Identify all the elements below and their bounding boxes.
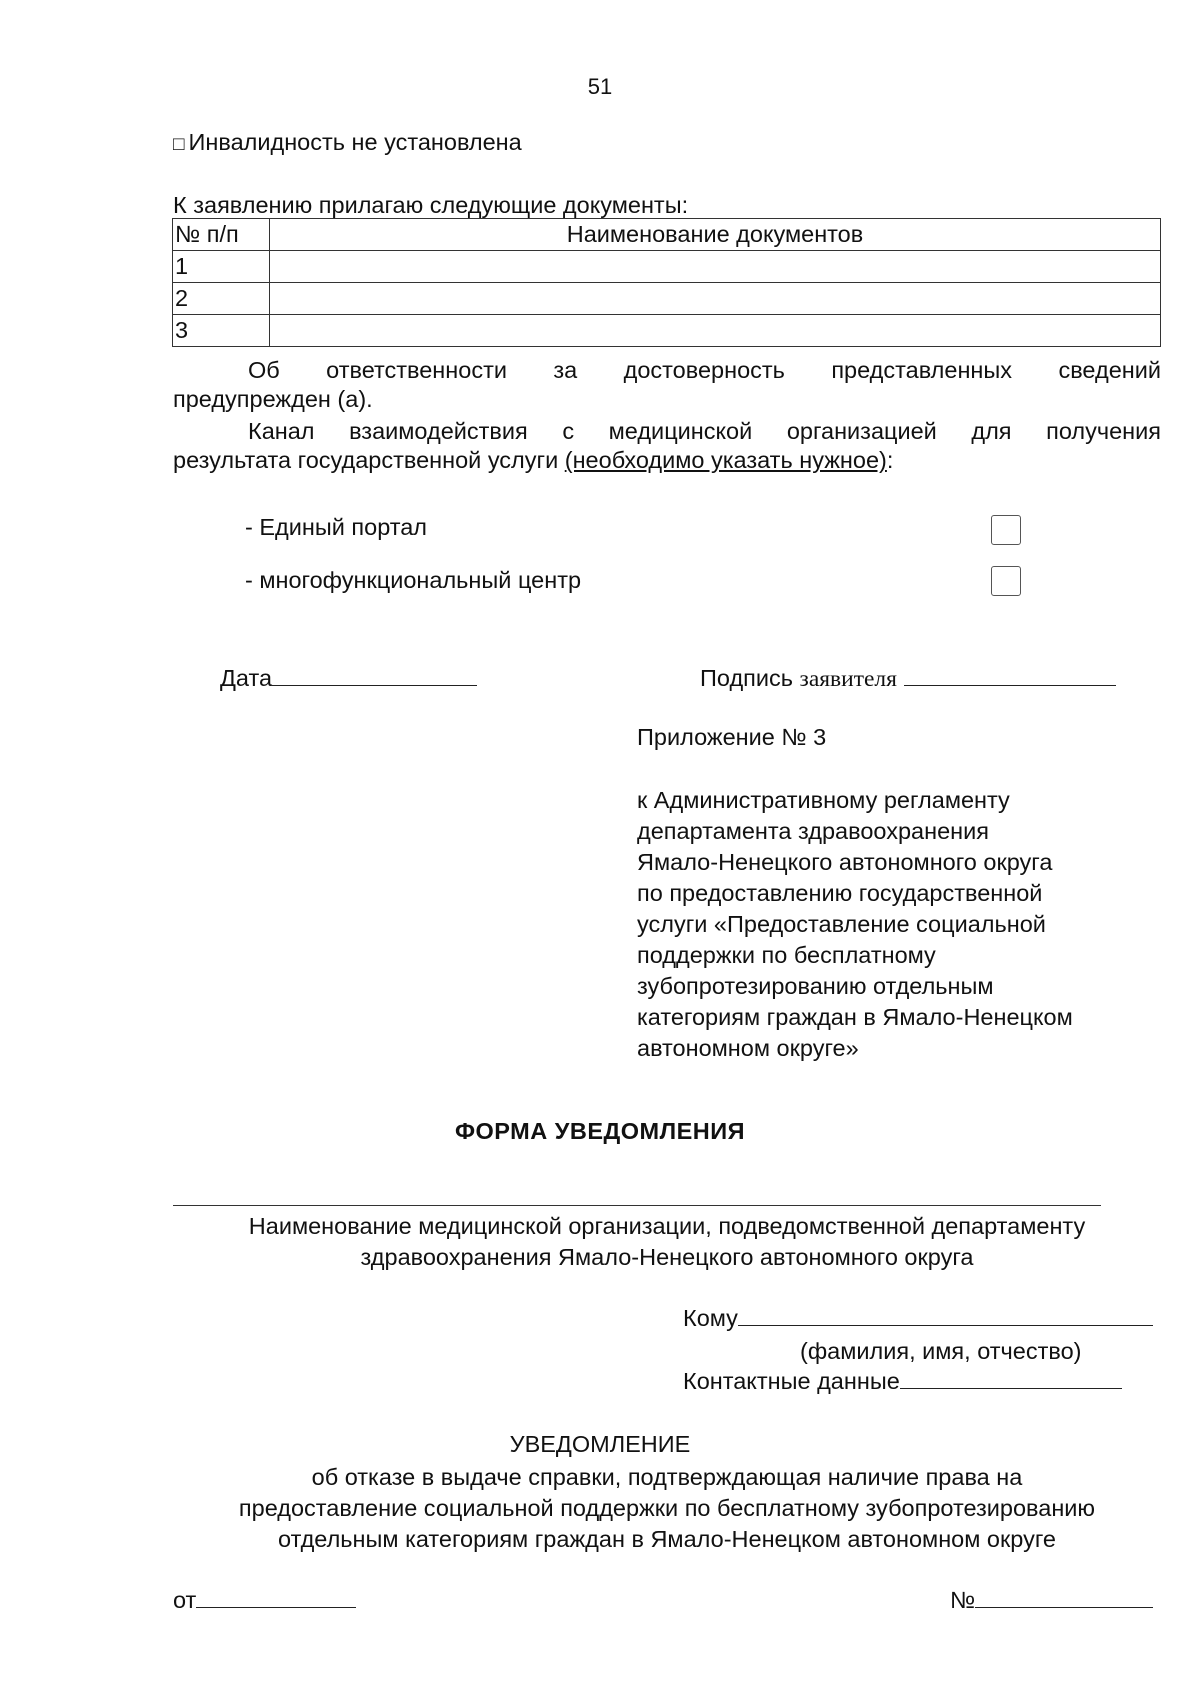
- table-row-document-field[interactable]: [270, 251, 1161, 283]
- channel-option-portal: - Единый портал: [245, 514, 428, 540]
- appendix-title: Приложение № 3: [637, 724, 827, 750]
- recipient-label: Кому: [683, 1305, 738, 1331]
- attachments-intro: К заявлению прилагаю следующие документы:: [173, 192, 689, 218]
- notice-line: об отказе в выдаче справки, подтверждающая наличие права на: [311, 1464, 1023, 1490]
- responsibility-line-2: предупрежден (а).: [173, 386, 373, 413]
- responsibility-paragraph: [173, 356, 1161, 415]
- date-blank-field[interactable]: [272, 663, 477, 686]
- table-header-number: № п/п: [173, 219, 270, 251]
- appendix-line: к Административному регламенту: [637, 787, 1010, 813]
- table-header-document-name: Наименование документов: [270, 219, 1161, 251]
- appendix-reference: [637, 785, 1157, 1064]
- signature-line: [700, 663, 1116, 694]
- from-date-blank-field[interactable]: [196, 1585, 356, 1608]
- table-row-number: 2: [173, 283, 270, 315]
- notice-title: УВЕДОМЛЕНИЕ: [509, 1431, 691, 1457]
- notice-line: предоставление социальной поддержки по бесплатному зубопротезированию: [238, 1495, 1096, 1521]
- from-label: от: [173, 1587, 197, 1613]
- channel-line-1: Канал взаимодействия с медицинской организацией для получения: [248, 418, 1161, 444]
- appendix-line: по предоставлению государственной: [637, 880, 1043, 906]
- table-row-document-field[interactable]: [270, 315, 1161, 347]
- table-header-row: [173, 219, 1161, 251]
- page-number: 51: [587, 74, 613, 99]
- table-row: [173, 251, 1161, 283]
- checkbox-square-icon: □: [173, 134, 185, 155]
- table-row-number: 3: [173, 315, 270, 347]
- documents-table: [172, 218, 1161, 347]
- number-label: №: [950, 1587, 976, 1613]
- portal-checkbox[interactable]: [991, 515, 1021, 545]
- appendix-line: Ямало-Ненецкого автономного округа: [637, 849, 1053, 875]
- signature-label: Подпись: [700, 665, 800, 691]
- contacts-label: Контактные данные: [683, 1368, 900, 1394]
- channel-paragraph: [173, 417, 1161, 476]
- date-line: [220, 663, 477, 693]
- appendix-line: департамента здравоохранения: [637, 818, 989, 844]
- notice-number-line: [950, 1585, 1153, 1615]
- channel-option-mfc: - многофункциональный центр: [245, 567, 582, 593]
- date-label: Дата: [220, 665, 273, 691]
- organization-caption: [173, 1211, 1161, 1273]
- table-row-document-field[interactable]: [270, 283, 1161, 315]
- notice-number-blank-field[interactable]: [975, 1585, 1153, 1608]
- disability-status-label: Инвалидность не установлена: [188, 129, 522, 155]
- appendix-line: услуги «Предоставление социальной: [637, 911, 1046, 937]
- channel-line-2-end: :: [886, 447, 894, 474]
- organization-caption-line-1: Наименование медицинской организации, подведомственной департаменту: [248, 1213, 1086, 1239]
- organization-caption-line-2: здравоохранения Ямало-Ненецкого автономного округа: [360, 1244, 974, 1270]
- contacts-line: [683, 1366, 1122, 1396]
- form-title: ФОРМА УВЕДОМЛЕНИЯ: [454, 1118, 746, 1144]
- appendix-line: автономном округе»: [637, 1035, 859, 1061]
- appendix-line: зубопротезированию отдельным: [637, 973, 994, 999]
- disability-status-line: [173, 128, 522, 157]
- table-row-number: 1: [173, 251, 270, 283]
- recipient-hint: (фамилия, имя, отчество): [800, 1338, 1082, 1364]
- table-row: [173, 283, 1161, 315]
- notice-subtitle: [173, 1462, 1161, 1555]
- appendix-line: поддержки по бесплатному: [637, 942, 936, 968]
- channel-line-2-start: результата государственной услуги: [173, 447, 565, 474]
- table-row: [173, 315, 1161, 347]
- mfc-checkbox[interactable]: [991, 566, 1021, 596]
- appendix-line: категориям граждан в Ямало-Ненецком: [637, 1004, 1073, 1030]
- contacts-blank-field[interactable]: [900, 1366, 1122, 1389]
- organization-name-field[interactable]: [173, 1205, 1101, 1206]
- notice-line: отдельным категориям граждан в Ямало-Ненецком автономном округе: [278, 1526, 1056, 1552]
- responsibility-line-1: Об ответственности за достоверность представленных сведений: [248, 357, 1161, 383]
- from-date-line: [173, 1585, 356, 1615]
- recipient-blank-field[interactable]: [738, 1303, 1153, 1326]
- signature-blank-field[interactable]: [904, 663, 1116, 686]
- channel-line-2-underlined: (необходимо указать нужное): [564, 447, 887, 474]
- recipient-line: [683, 1303, 1153, 1333]
- signature-label-applicant: заявителя: [799, 666, 897, 692]
